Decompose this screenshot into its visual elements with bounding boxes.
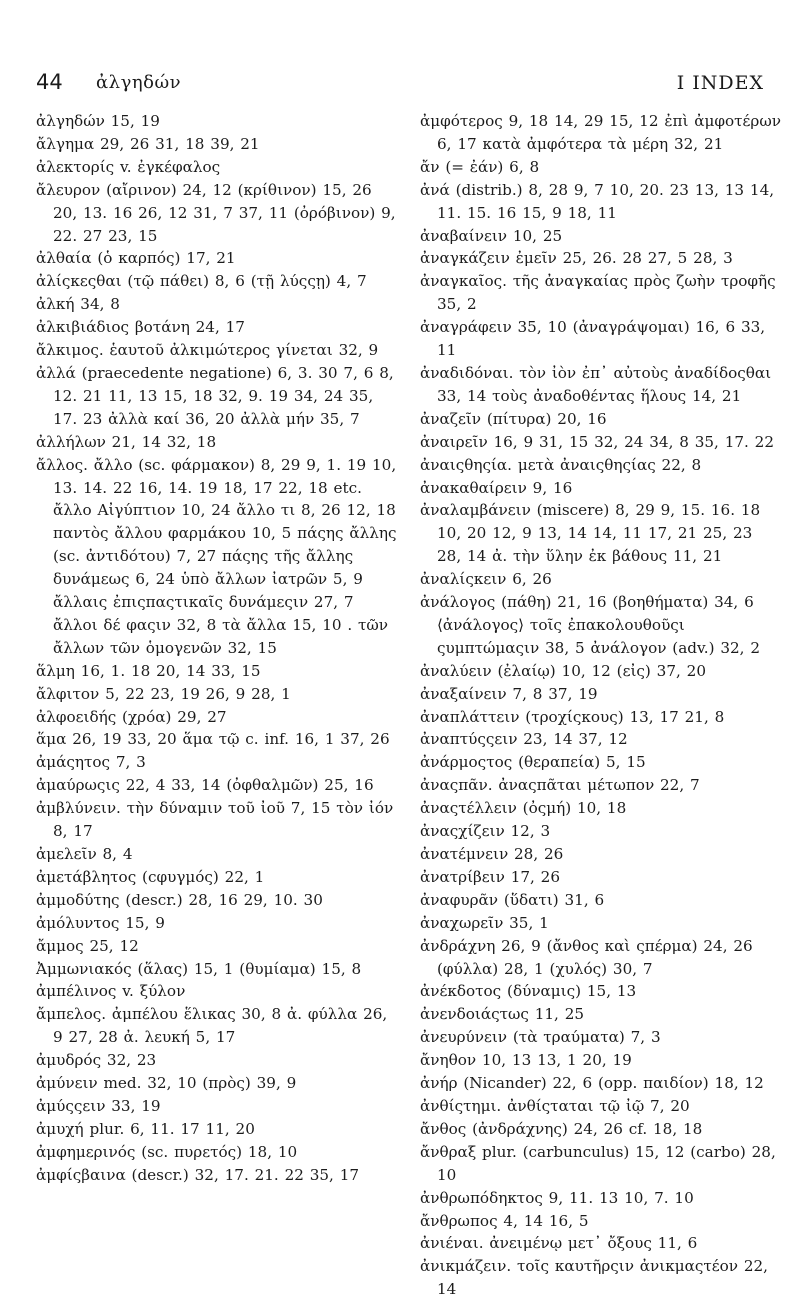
index-entry: ἀλλά (praecedente negatione) 6, 3. 30 7, 6 8, 12. 21 11, 13 15, 18 32, 9. 19 34, 24 35, 17. 23 ἀλλὰ καί 36, 20 ἀλλὰ μήν 35, 7 (36, 363, 394, 428)
index-entry: ἀναλύειν (ἐλαίῳ) 10, 12 (εἰς) 37, 20 (420, 661, 706, 680)
index-entry: ἀλφοειδής (χρόα) 29, 27 (36, 707, 227, 726)
index-entry: ἀναβαίνειν 10, 25 (420, 226, 563, 245)
index-entry: ἀναιρεῖν 16, 9 31, 15 32, 24 34, 8 35, 17. 22 (420, 432, 775, 451)
index-entry: ἀναπτύςςειν 23, 14 37, 12 (420, 730, 628, 749)
index-entry: ἀνθίςτημι. ἀνθίςταται τῷ ἰῷ 7, 20 (420, 1096, 690, 1115)
index-entry: ἀνιέναι. ἀνειμένῳ μετ᾽ ὄξους 11, 6 (420, 1234, 698, 1253)
index-entry: ἄλφιτον 5, 22 23, 19 26, 9 28, 1 (36, 684, 291, 703)
index-entry: ἄλγημα 29, 26 31, 18 39, 21 (36, 134, 260, 153)
index-entry: ἄμπελος. ἀμπέλου ἕλικας 30, 8 ἀ. φύλλα 26, 9 27, 28 ἀ. λευκή 5, 17 (36, 1005, 388, 1047)
index-entry: ἀναςχίζειν 12, 3 (420, 822, 551, 841)
index-entry: ἀνέκδοτος (δύναμις) 15, 13 (420, 982, 637, 1001)
running-title: ἀλγηδών (96, 72, 182, 93)
index-entry: ἄλκιμος. ἑαυτοῦ ἀλκιμώτερος γίνεται 32, 9 (36, 341, 379, 360)
index-entry: ἀναξαίνειν 7, 8 37, 19 (420, 684, 598, 703)
index-entry: ἀναγκαῖος. τῆς ἀναγκαίας πρὸς ζωὴν τροφῆς 35, 2 (420, 272, 776, 314)
index-entry: ἀνατέμνειν 28, 26 (420, 845, 564, 863)
index-entry: ἀμόλυντος 15, 9 (36, 913, 165, 932)
section-title: I INDEX (676, 72, 764, 94)
index-entry: ἀνθρωπόδηκτος 9, 11. 13 10, 7. 10 (420, 1188, 694, 1207)
index-entry: ἀνάρμοςτος (θεραπεία) 5, 15 (420, 753, 646, 772)
index-entry: ἅμα 26, 19 33, 20 ἅμα τῷ c. inf. 16, 1 37, 26 (36, 730, 390, 749)
index-entry: ἀναςτέλλειν (ὀςμή) 10, 18 (420, 799, 627, 818)
index-entry: ἀνήρ (Nicander) 22, 6 (opp. παιδίον) 18, 12 (420, 1074, 764, 1093)
index-entry: ἄμμος 25, 12 (36, 936, 139, 955)
index-entry: ἀναγκάζειν ἐμεῖν 25, 26. 28 27, 5 28, 3 (420, 249, 733, 268)
index-entry: ἀμυχή plur. 6, 11. 17 11, 20 (36, 1119, 255, 1138)
index-entry: ἀμφημερινός (sc. πυρετός) 18, 10 (36, 1142, 298, 1161)
index-entry: ἀμφότερος 9, 18 14, 29 15, 12 ἐπὶ ἀμφοτέρων 6, 17 κατὰ ἀμφότερα τὰ μέρη 32, 21 (420, 112, 781, 153)
index-entry: ἀνενδοιάςτως 11, 25 (420, 1005, 585, 1024)
page-number: 44 (36, 70, 63, 94)
index-entry: ἀνδράχνη 26, 9 (ἄνθος καὶ ςπέρμα) 24, 26 (φύλλα) 28, 1 (χυλός) 30, 7 (420, 936, 753, 978)
index-entry: ἀνάλογος (πάθη) 21, 16 (βοηθήματα) 34, 6 ⟨ἀνάλογος⟩ τοῖς ἐπακολουθοῦςι ςυμπτώμαςιν 38, 5 ἀνάλογον (adv.) 32, 2 (420, 593, 760, 657)
index-entry: ἀναπλάττειν (τροχίςκους) 13, 17 21, 8 (420, 707, 725, 726)
index-entry: ἀλκή 34, 8 (36, 295, 120, 314)
index-entry: ἀλεκτορίς v. ἐγκέφαλος (36, 157, 221, 176)
index-entry: ἀνακαθαίρειν 9, 16 (420, 478, 573, 497)
index-entry: ἀναδιδόναι. τὸν ἰὸν ἐπ᾽ αὐτοὺς ἀναδίδοςθαι 33, 14 τοὺς ἀναδοθέντας ἥλους 14, 21 (420, 363, 772, 405)
index-entry: ἄνθρωπος 4, 14 16, 5 (420, 1211, 589, 1230)
index-entry: ἀλκιβιάδιος βοτάνη 24, 17 (36, 318, 245, 337)
index-entry: ἀναγράφειν 35, 10 (ἀναγράψομαι) 16, 6 33, 11 (420, 318, 766, 360)
index-entry: ἀλίςκεςθαι (τῷ πάθει) 8, 6 (τῇ λύςςῃ) 4, 7 (36, 272, 367, 291)
index-entry: ἀμετάβλητος (cφυγμός) 22, 1 (36, 867, 265, 886)
index-entry: ἀναςπᾶν. ἀναςπᾶται μέτωπον 22, 7 (420, 776, 700, 795)
index-entry: ἄνηθον 10, 13 13, 1 20, 19 (420, 1051, 632, 1070)
index-entry: ἄλλος. ἄλλο (sc. φάρμακον) 8, 29 9, 1. 19 10, 13. 14. 22 16, 14. 19 18, 17 22, 18 etc. ἄλλο Αἰγύπτιον 10, 24 ἄλλο τι 8, 26 12, 18 παντὸς ἄλλου φαρμάκου 10, 5 πάςης ἄλλης (sc. ἀντιδότου) 7, 27 πάςης τῆς ἄλλης δυνάμεως 6, 24 ὑπὸ ἄλλων ἰατρῶν 5, 9 ἄλλαις ἐπιςπαςτικαῖς δυνάμεςιν 27, 7 ἄλλοι δέ φαςιν 32, 8 τὰ ἄλλα 15, 10 . τῶν ἄλλων τῶν ὁμογενῶν 32, 15 (36, 455, 397, 657)
left-column (36, 110, 398, 1187)
index-entry: ἀμφίςβαινα (descr.) 32, 17. 21. 22 35, 17 (36, 1165, 360, 1184)
index-entry: ἀμελεῖν 8, 4 (36, 845, 133, 863)
index-entry: ἅλμη 16, 1. 18 20, 14 33, 15 (36, 661, 261, 680)
index-entry: ἀμάςητος 7, 3 (36, 753, 146, 772)
index-entry: ἄλευρον (αἴρινον) 24, 12 (κρίθινον) 15, 26 20, 13. 16 26, 12 31, 7 37, 11 (ὀρόβινον) 9, 22. 27 23, 15 (36, 180, 396, 245)
index-entry: ἀλγηδών 15, 19 (36, 112, 160, 130)
index-entry: ἀμύνειν med. 32, 10 (πρὸς) 39, 9 (36, 1074, 297, 1093)
index-entry: ἀμαύρωςις 22, 4 33, 14 (ὀφθαλμῶν) 25, 16 (36, 776, 374, 795)
index-entry: ἄνθραξ plur. (carbunculus) 15, 12 (carbo) 28, 10 (420, 1142, 776, 1184)
index-entry: ἄνθος (ἀνδράχνης) 24, 26 cf. 18, 18 (420, 1119, 703, 1138)
index-entry: ἀνατρίβειν 17, 26 (420, 867, 561, 886)
index-entry: ἀλθαία (ὁ καρπός) 17, 21 (36, 249, 236, 268)
index-entry: ἀναφυρᾶν (ὕδατι) 31, 6 (420, 890, 605, 909)
running-header (36, 70, 764, 104)
index-entry: ἄν (= ἐάν) 6, 8 (420, 157, 540, 176)
index-entry: ἀμβλύνειν. τὴν δύναμιν τοῦ ἰοῦ 7, 15 τὸν ἰόν 8, 17 (36, 799, 394, 841)
index-entry: ἀναχωρεῖν 35, 1 (420, 913, 549, 932)
index-entry: ἀναλίςκειν 6, 26 (420, 570, 552, 589)
index-entry: ἀνικμάζειν. τοῖς καυτῆρςιν ἀνικμαςτέον 22, 14 (420, 1257, 768, 1299)
index-entry: ἀλλήλων 21, 14 32, 18 (36, 432, 217, 451)
index-entry: ἀναζεῖν (πίτυρα) 20, 16 (420, 409, 607, 428)
index-entry: Ἀμμωνιακός (ἅλας) 15, 1 (θυμίαμα) 15, 8 (36, 959, 362, 978)
index-entry: ἀναλαμβάνειν (miscere) 8, 29 9, 15. 16. 18 10, 20 12, 9 13, 14 14, 11 17, 21 25, 23 28, 14 ἀ. τὴν ὕλην ἐκ βάθους 11, 21 (420, 501, 761, 566)
index-entry: ἀναιςθηςία. μετὰ ἀναιςθηςίας 22, 8 (420, 455, 702, 474)
index-entry: ἀμυδρός 32, 23 (36, 1051, 157, 1070)
index-entry: ἀμύςςειν 33, 19 (36, 1096, 161, 1115)
index-entry: ἀμπέλινος v. ξύλον (36, 982, 186, 1001)
index-entry: ἀνευρύνειν (τὰ τραύματα) 7, 3 (420, 1028, 661, 1047)
right-column (420, 110, 782, 1301)
index-entry: ἀνά (distrib.) 8, 28 9, 7 10, 20. 23 13, 13 14, 11. 15. 16 15, 9 18, 11 (420, 180, 775, 222)
index-entry: ἀμμοδύτης (descr.) 28, 16 29, 10. 30 (36, 890, 323, 909)
